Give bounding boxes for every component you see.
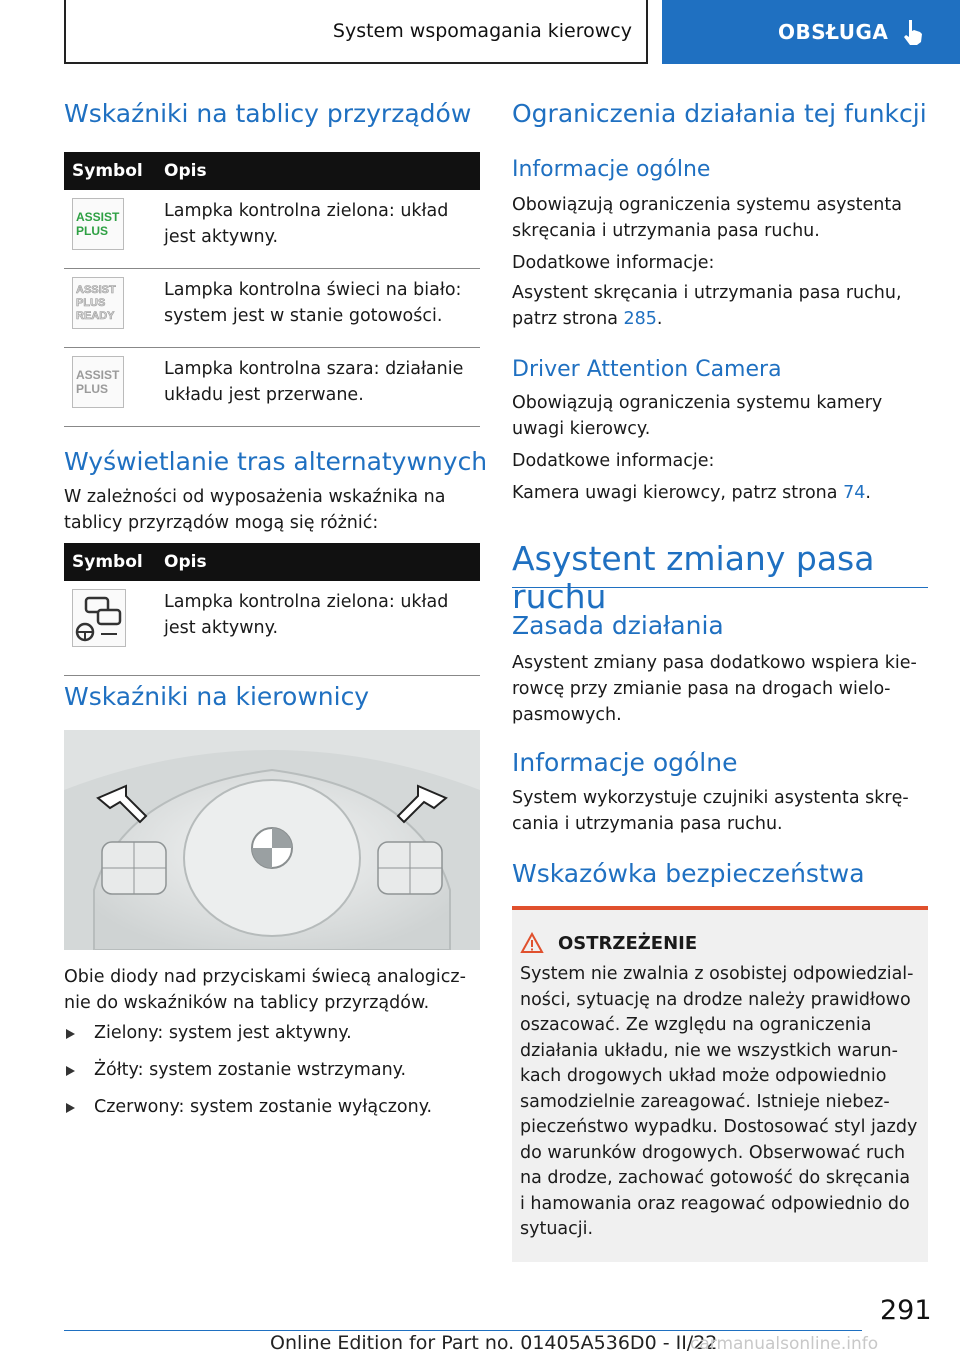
safety-heading: Wskazówka bezpieczeństwa	[512, 859, 865, 888]
general2-heading: Informacje ogólne	[512, 748, 738, 777]
reference-text: Kamera uwagi kierowcy, patrz strona 74.	[512, 483, 871, 503]
col-description: Opis	[156, 152, 480, 190]
row-desc: Lampka kontrolna szara: działanie układu jest przerwane.	[156, 348, 480, 427]
col-symbol: Symbol	[64, 152, 156, 190]
chapter-title: OBSŁUGA	[778, 20, 889, 44]
principle-text: Asystent zmiany pasa dodatkowo wspiera kierowcę przy zmianie pasa na drogach wielopasmowych.	[512, 653, 917, 725]
reference-text: Asystent skręcania i utrzymania pasa ruchu, patrz strona 285.	[512, 283, 902, 329]
page-number: 291	[880, 1295, 932, 1326]
col-description: Opis	[156, 543, 480, 581]
steering-wheel-image	[64, 730, 480, 950]
page-link[interactable]: 285	[623, 309, 657, 329]
led-color-list	[64, 1020, 480, 1131]
warning-triangle-icon	[520, 932, 544, 954]
heading-rule	[512, 587, 928, 588]
list-item: Zielony: system jest aktywny.	[64, 1020, 480, 1046]
wheel-text: Obie diody nad przyciskami świecą analogicznie do wskaźników na tablicy przyrządów.	[64, 967, 466, 1013]
general-text: Obowiązują ograniczenia systemu asystenta skręcania i utrzymania pasa ruchu.	[512, 195, 902, 241]
warning-text: System nie zwalnia z osobistej odpowiedzialności, sytuację na drodze należy prawidłowo oszacować. Ze względu na ograniczenia działania układu, nie we wszystkich warunkach drogowych układ może odpowiednio samodzielnie zareagować. Istnieje niebezpieczeństwo wypadku. Dostosować styl jazdy do warunków drogowych. Obserwować ruch na drodze, zachować gotowość do skręcania i hamowania oraz reagować odpowiednio do sytuacji.	[520, 964, 918, 1239]
table-row	[64, 581, 480, 676]
list-item: Czerwony: system zostanie wyłączony.	[64, 1094, 480, 1120]
header-section-title	[64, 0, 648, 64]
route-table	[64, 543, 480, 676]
dac-text: Obowiązują ograniczenia systemu kamery uwagi kierowcy.	[512, 393, 883, 439]
assist-plus-grey-icon: ASSIST PLUS	[72, 356, 124, 408]
general2-text: System wykorzystuje czujniki asystenta skręcania i utrzymania pasa ruchu.	[512, 788, 909, 834]
assist-plus-green-icon: ASSIST PLUS	[72, 198, 124, 250]
general-heading: Informacje ogólne	[512, 157, 711, 182]
warning-box	[512, 906, 928, 1262]
section-title: System wspomagania kierowcy	[332, 20, 632, 42]
wheel-heading: Wskaźniki na kierownicy	[64, 682, 370, 711]
table-row	[64, 190, 480, 269]
assist-plus-ready-icon: ASSIST PLUS READY	[72, 277, 124, 329]
col-symbol: Symbol	[64, 543, 156, 581]
alternative-route-icon	[72, 589, 126, 647]
hand-pointer-icon	[900, 18, 926, 46]
more-info-label: Dodatkowe informacje:	[512, 253, 715, 273]
table-row	[64, 348, 480, 427]
dac-heading: Driver Attention Camera	[512, 357, 782, 382]
header-chapter-tab[interactable]	[662, 0, 960, 64]
principle-heading: Zasada działania	[512, 611, 724, 640]
list-item: Żółty: system zostanie wstrzymany.	[64, 1057, 480, 1083]
routes-heading: Wyświetlanie tras alternatywnych	[64, 447, 488, 476]
routes-text: W zależności od wyposażenia wskaźnika na tablicy przyrządów mogą się różnić:	[64, 487, 446, 533]
warning-title: OSTRZEŻENIE	[520, 932, 920, 954]
lane-change-heading: Asystent zmiany pasa ruchu	[512, 539, 875, 616]
table-row	[64, 269, 480, 348]
more-info-label: Dodatkowe informacje:	[512, 451, 715, 471]
page-link[interactable]: 74	[843, 483, 866, 503]
footer-rule	[64, 1330, 862, 1331]
indicators-heading: Wskaźniki na tablicy przyrządów	[64, 99, 472, 128]
indicator-table	[64, 152, 480, 427]
row-desc: Lampka kontrolna zielona: układ jest aktywny.	[156, 581, 480, 676]
edition-info: Online Edition for Part no. 01405A536D0 - II/22	[270, 1332, 718, 1354]
row-desc: Lampka kontrolna zielona: układ jest aktywny.	[156, 190, 480, 269]
row-desc: Lampka kontrolna świeci na biało: system jest w stanie gotowości.	[156, 269, 480, 348]
watermark: carmanualsonline.info	[690, 1334, 879, 1354]
limits-heading: Ograniczenia działania tej funkcji	[512, 99, 927, 128]
